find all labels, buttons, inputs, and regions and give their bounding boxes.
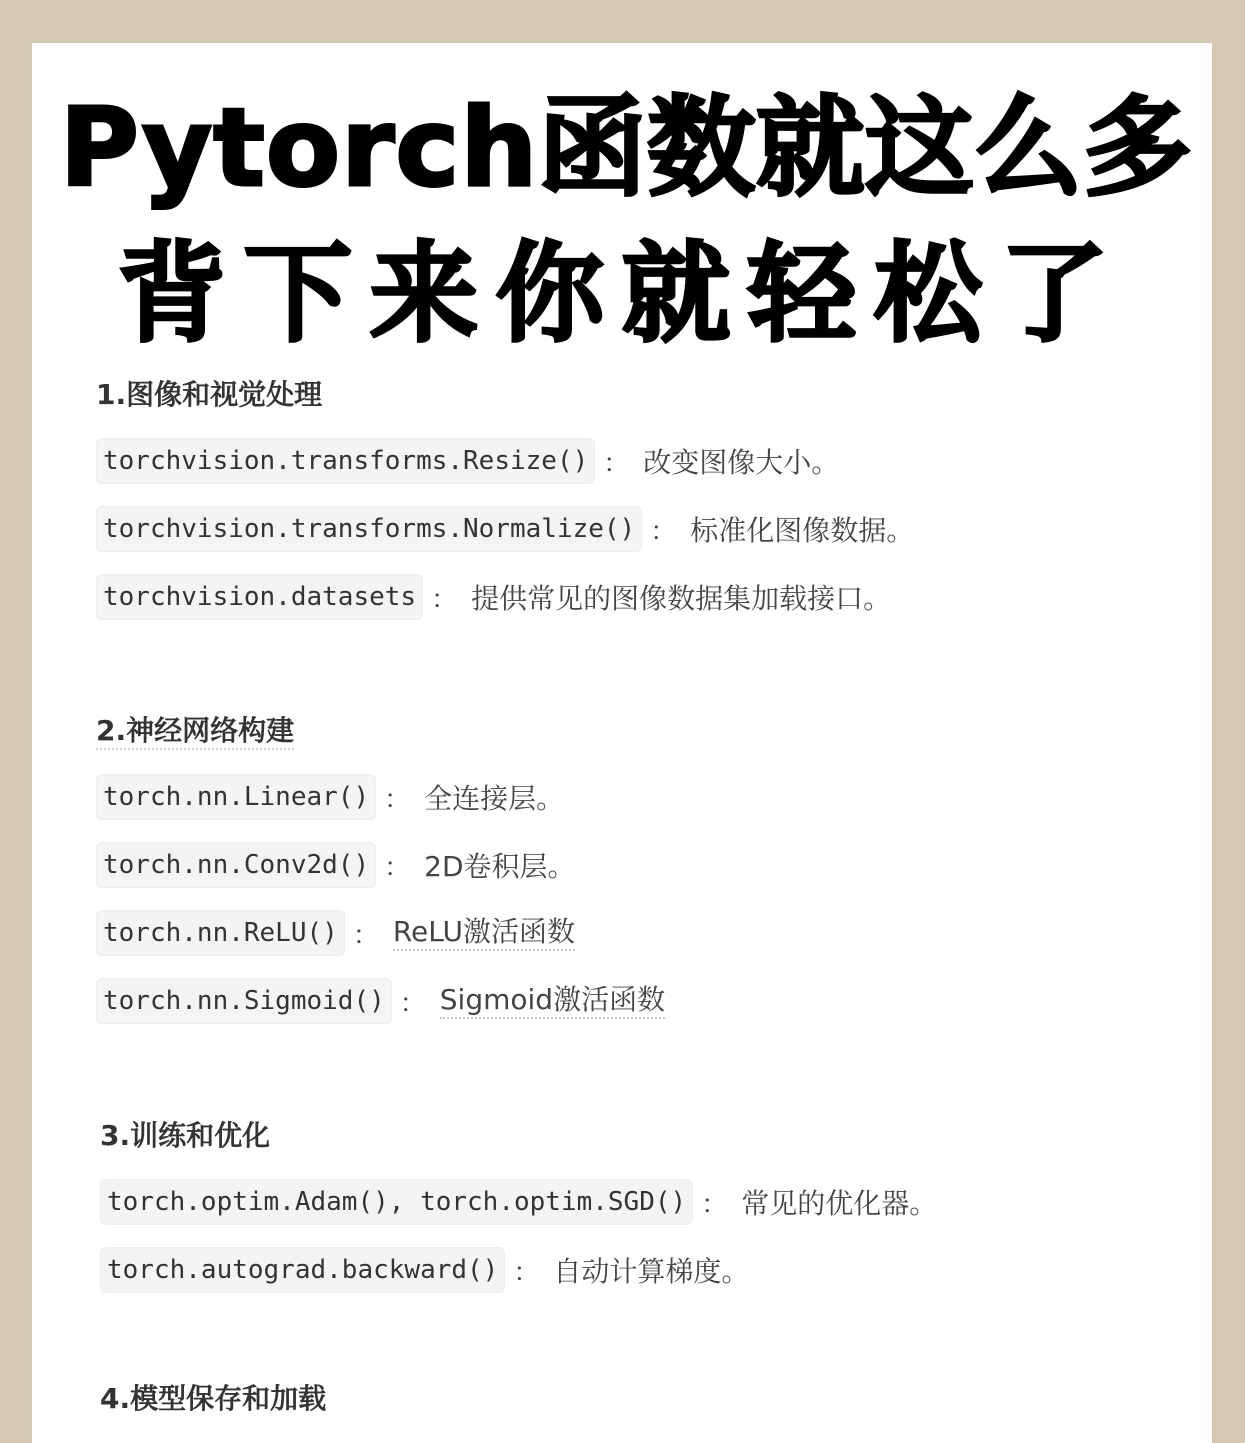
- code-snippet: torchvision.datasets: [96, 574, 423, 620]
- code-snippet: torch.autograd.backward(): [100, 1247, 505, 1293]
- colon: ：: [384, 852, 411, 883]
- colon: ：: [399, 988, 426, 1019]
- list-item: [96, 773, 665, 821]
- description: ReLU激活函数: [393, 915, 575, 951]
- list-item: [96, 505, 914, 553]
- list-item: [100, 1178, 937, 1226]
- description: Sigmoid激活函数: [440, 983, 665, 1019]
- section-heading: 1.图像和视觉处理: [96, 378, 323, 411]
- description: 全连接层。: [424, 782, 565, 815]
- colon: ：: [431, 584, 458, 615]
- description: 2D卷积层。: [424, 850, 576, 883]
- colon: ：: [384, 784, 411, 815]
- code-snippet: torch.nn.Conv2d(): [96, 842, 376, 888]
- list-item: [96, 977, 665, 1025]
- section-network-building: [96, 711, 665, 1025]
- list-item: [100, 1246, 937, 1294]
- description: 标准化图像数据。: [690, 514, 915, 547]
- title-line-1: Pytorch函数就这么多: [59, 86, 1193, 211]
- section-heading-text: 2.神经网络构建: [96, 714, 294, 750]
- code-snippet: torchvision.transforms.Resize(): [96, 438, 595, 484]
- code-snippet: torchvision.transforms.Normalize(): [96, 506, 642, 552]
- colon: ：: [701, 1189, 728, 1220]
- list-item: [96, 841, 665, 889]
- description: 常见的优化器。: [741, 1187, 938, 1220]
- section-heading: 4.模型保存和加载: [100, 1382, 327, 1415]
- colon: ：: [650, 516, 677, 547]
- code-snippet: torch.optim.Adam(), torch.optim.SGD(): [100, 1179, 693, 1225]
- description: 自动计算梯度。: [553, 1255, 750, 1288]
- section-model-save-load: [100, 1379, 326, 1419]
- section-heading: 3.训练和优化: [100, 1119, 271, 1152]
- code-snippet: torch.nn.Sigmoid(): [96, 978, 392, 1024]
- list-item: [96, 909, 665, 957]
- colon: ：: [352, 920, 379, 951]
- section-heading: [96, 711, 665, 751]
- description: 改变图像大小。: [643, 446, 840, 479]
- section-image-vision: [96, 375, 914, 621]
- code-snippet: torch.nn.Linear(): [96, 774, 376, 820]
- colon: ：: [603, 448, 630, 479]
- code-snippet: torch.nn.ReLU(): [96, 910, 345, 956]
- colon: ：: [513, 1257, 540, 1288]
- section-training-optimization: [100, 1116, 937, 1294]
- list-item: [96, 573, 914, 621]
- title-line-2: 背下来你就轻松了: [117, 232, 1126, 357]
- list-item: [96, 437, 914, 485]
- description: 提供常见的图像数据集加载接口。: [471, 582, 892, 615]
- document-card: [32, 43, 1212, 1443]
